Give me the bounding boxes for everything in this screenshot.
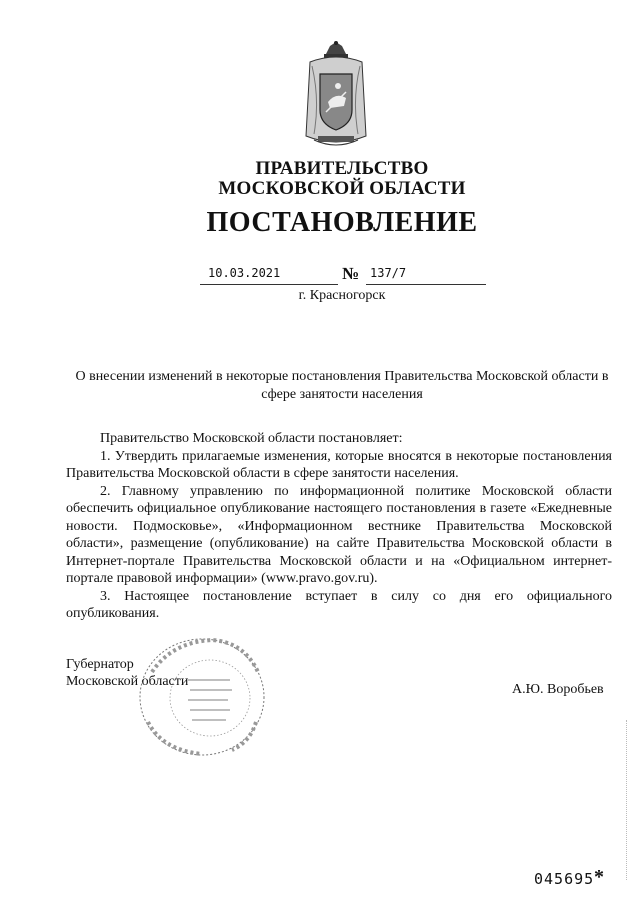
document-type: ПОСТАНОВЛЕНИЕ bbox=[206, 207, 478, 238]
body-paragraph-2: 2. Главному управлению по информационной политике Московской области обеспечить официальное опубликование настоящего постановления в газете «Ежедневные новости. Подмосковье», «Информационном вестнике Правительства Московской области», размещение (опубликование) на сайте Правительства Московской области в Интернет-портале Правительства Московской области и на «Официальном интернет-портале правовой информации» (www.pravo.gov.ru). bbox=[66, 483, 612, 586]
document-title: О внесении изменений в некоторые постановления Правительства Московской области в сфере занятости населения bbox=[75, 369, 609, 402]
coat-of-arms-emblem bbox=[300, 40, 372, 152]
number-sign: № bbox=[342, 264, 360, 283]
official-seal bbox=[132, 632, 272, 762]
org-name-line1: ПРАВИТЕЛЬСТВО bbox=[255, 158, 429, 179]
serial-mark: * bbox=[594, 866, 604, 888]
signer-position-line1: Губернатор bbox=[66, 657, 134, 672]
margin-dotted-line bbox=[626, 720, 627, 880]
city: г. Красногорск bbox=[298, 288, 386, 303]
body-intro: Правительство Московской области постановляет: bbox=[100, 431, 403, 446]
signer-position-line2: Московской области bbox=[66, 674, 189, 689]
signer-position bbox=[66, 656, 188, 690]
document-number: 137/7 bbox=[370, 266, 407, 280]
date-underline bbox=[200, 284, 338, 285]
org-name-line2: МОСКОВСКОЙ ОБЛАСТИ bbox=[218, 178, 466, 199]
number-underline bbox=[366, 284, 486, 285]
document-body bbox=[66, 430, 612, 623]
body-paragraph-3: 3. Настоящее постановление вступает в силу со дня его официального опубликования. bbox=[66, 588, 612, 621]
date-number-line bbox=[200, 264, 500, 286]
serial-number: 045695 bbox=[534, 870, 595, 888]
signer-name: А.Ю. Воробьев bbox=[512, 682, 604, 697]
body-paragraph-1: 1. Утвердить прилагаемые изменения, которые вносятся в некоторые постановления Правительства Московской области в сфере занятости населения. bbox=[66, 448, 612, 481]
document-date: 10.03.2021 bbox=[208, 266, 281, 280]
